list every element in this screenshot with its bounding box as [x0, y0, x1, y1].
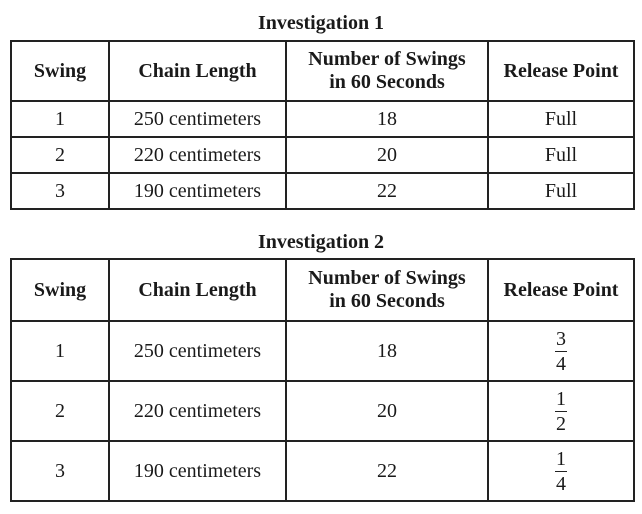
cell-swings: 22	[286, 173, 488, 209]
cell-swings: 18	[286, 101, 488, 137]
cell-release-point	[488, 321, 634, 381]
release-fraction	[554, 388, 568, 435]
fraction-denominator: 2	[556, 412, 566, 435]
investigation-1-title: Investigation 1	[257, 12, 385, 34]
header-number-of-swings	[286, 41, 488, 101]
header-swing: Swing	[11, 41, 109, 101]
table-row	[11, 321, 634, 381]
cell-swings: 18	[286, 321, 488, 381]
fraction-bar	[555, 351, 567, 352]
investigation-2-title: Investigation 2	[257, 231, 385, 253]
cell-swing: 2	[11, 381, 109, 441]
table-header-row	[11, 259, 634, 321]
release-fraction	[554, 328, 568, 375]
cell-release-point: Full	[488, 137, 634, 173]
header-swings-line-1: Number of Swings	[308, 48, 466, 70]
fraction-numerator: 1	[556, 447, 566, 470]
fraction-bar	[555, 411, 567, 412]
table-row	[11, 101, 634, 137]
cell-swing: 1	[11, 321, 109, 381]
header-swing: Swing	[11, 259, 109, 321]
investigation-2-table	[10, 258, 635, 502]
header-swings-line-2: in 60 Seconds	[329, 71, 445, 93]
cell-release-point: Full	[488, 101, 634, 137]
cell-swings: 22	[286, 441, 488, 501]
table-header-row	[11, 41, 634, 101]
header-swings-line-2: in 60 Seconds	[329, 290, 445, 312]
table-row	[11, 173, 634, 209]
header-chain-length: Chain Length	[109, 259, 286, 321]
header-number-of-swings	[286, 259, 488, 321]
fraction-numerator: 1	[556, 387, 566, 410]
fraction-denominator: 4	[556, 352, 566, 375]
table-row	[11, 441, 634, 501]
cell-chain-length: 250 centimeters	[109, 101, 286, 137]
cell-swings: 20	[286, 381, 488, 441]
release-fraction	[554, 448, 568, 495]
cell-chain-length: 190 centimeters	[109, 173, 286, 209]
header-chain-length: Chain Length	[109, 41, 286, 101]
cell-swing: 3	[11, 173, 109, 209]
cell-chain-length: 220 centimeters	[109, 137, 286, 173]
cell-swing: 2	[11, 137, 109, 173]
header-release-point: Release Point	[488, 259, 634, 321]
cell-release-point	[488, 381, 634, 441]
cell-chain-length: 220 centimeters	[109, 381, 286, 441]
cell-swings: 20	[286, 137, 488, 173]
cell-swing: 1	[11, 101, 109, 137]
table-row	[11, 137, 634, 173]
cell-swing: 3	[11, 441, 109, 501]
fraction-numerator: 3	[556, 327, 566, 350]
cell-release-point: Full	[488, 173, 634, 209]
cell-chain-length: 190 centimeters	[109, 441, 286, 501]
header-swings-line-1: Number of Swings	[308, 267, 466, 289]
investigation-1-table	[10, 40, 635, 210]
cell-chain-length: 250 centimeters	[109, 321, 286, 381]
fraction-denominator: 4	[556, 472, 566, 495]
header-release-point: Release Point	[488, 41, 634, 101]
fraction-bar	[555, 471, 567, 472]
cell-release-point	[488, 441, 634, 501]
table-row	[11, 381, 634, 441]
